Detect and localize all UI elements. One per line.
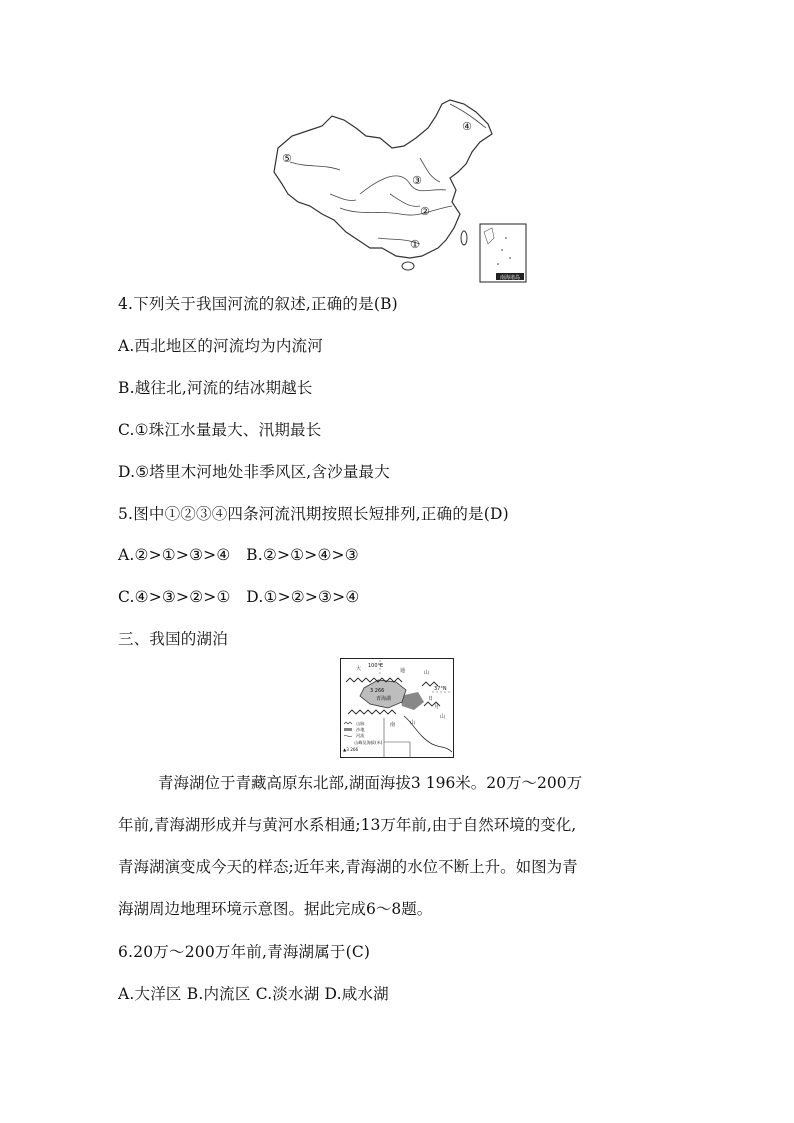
china-rivers-map bbox=[270, 98, 528, 284]
legend-river: 河流 bbox=[356, 733, 365, 738]
river-marker-1: ① bbox=[410, 238, 420, 251]
label-tong: 通 bbox=[400, 668, 406, 674]
question-4-option-b: B.越往北,河流的结冰期越长 bbox=[118, 379, 313, 397]
legend-peak-value: ▲3 266 bbox=[343, 747, 359, 752]
section-3-heading: 三、我国的湖泊 bbox=[118, 630, 228, 648]
legend-mountain: 山脉 bbox=[356, 721, 365, 726]
river-marker-2: ② bbox=[420, 205, 430, 218]
china-map-svg bbox=[270, 98, 528, 284]
qinghai-lake-map bbox=[340, 658, 454, 758]
question-5-stem: 5.图中①②③④四条河流汛期按照长短排列,正确的是(D) bbox=[118, 505, 509, 523]
qinghai-map-svg bbox=[340, 658, 454, 758]
label-da: 大 bbox=[356, 666, 362, 672]
label-nan: 南 bbox=[390, 722, 396, 728]
passage-line-3: 青海湖演变成今天的样态;近年来,青海湖的水位不断上升。如图为青 bbox=[118, 858, 578, 876]
question-4-stem: 4.下列关于我国河流的叙述,正确的是(B) bbox=[118, 295, 398, 313]
passage-line-1: 青海湖位于青藏高原东北部,湖面海拔3 196米。20万～200万 bbox=[158, 774, 583, 792]
label-shan-1: 山 bbox=[424, 670, 430, 676]
question-4-option-a: A.西北地区的河流均为内流河 bbox=[118, 337, 323, 355]
question-6-options: A.大洋区 B.内流区 C.淡水湖 D.咸水湖 bbox=[118, 985, 389, 1003]
question-4-option-d: D.⑤塔里木河地处非季风区,含沙量最大 bbox=[118, 463, 390, 481]
lon-label: 100°E bbox=[368, 663, 384, 669]
question-6-stem: 6.20万～200万年前,青海湖属于(C) bbox=[118, 943, 371, 961]
question-5-options-ab: A.②>①>③>④ B.②>①>④>③ bbox=[118, 546, 359, 564]
passage-line-2: 年前,青海湖形成并与黄河水系相通;13万年前,由于自然环境的变化, bbox=[118, 816, 577, 834]
label-shan-3: 山 bbox=[410, 720, 416, 726]
lake-label: 青海湖 bbox=[376, 696, 392, 702]
inset-caption: 南海诸岛 bbox=[499, 275, 521, 281]
label-yue: 月 bbox=[434, 704, 440, 710]
taiwan-island bbox=[461, 231, 467, 245]
question-5-options-cd: C.④>③>②>① D.①>②>③>④ bbox=[118, 588, 360, 606]
river-marker-4: ④ bbox=[462, 120, 472, 133]
legend-peak: 山峰及海拔(米) bbox=[354, 740, 383, 745]
legend-sand: 沙地 bbox=[356, 727, 365, 732]
hainan-island bbox=[402, 262, 414, 270]
lat-label: 37°N bbox=[434, 686, 447, 692]
river-marker-3: ③ bbox=[412, 174, 422, 187]
label-shan-2: 山 bbox=[440, 714, 446, 720]
passage bbox=[118, 773, 678, 941]
question-4-option-c: C.①珠江水量最大、汛期最长 bbox=[118, 421, 322, 439]
river-marker-5: ⑤ bbox=[282, 152, 292, 165]
passage-line-4: 海湖周边地理环境示意图。据此完成6～8题。 bbox=[118, 900, 433, 918]
elevation-label: 3 266 bbox=[370, 688, 385, 694]
label-ri: 日 bbox=[428, 696, 434, 702]
